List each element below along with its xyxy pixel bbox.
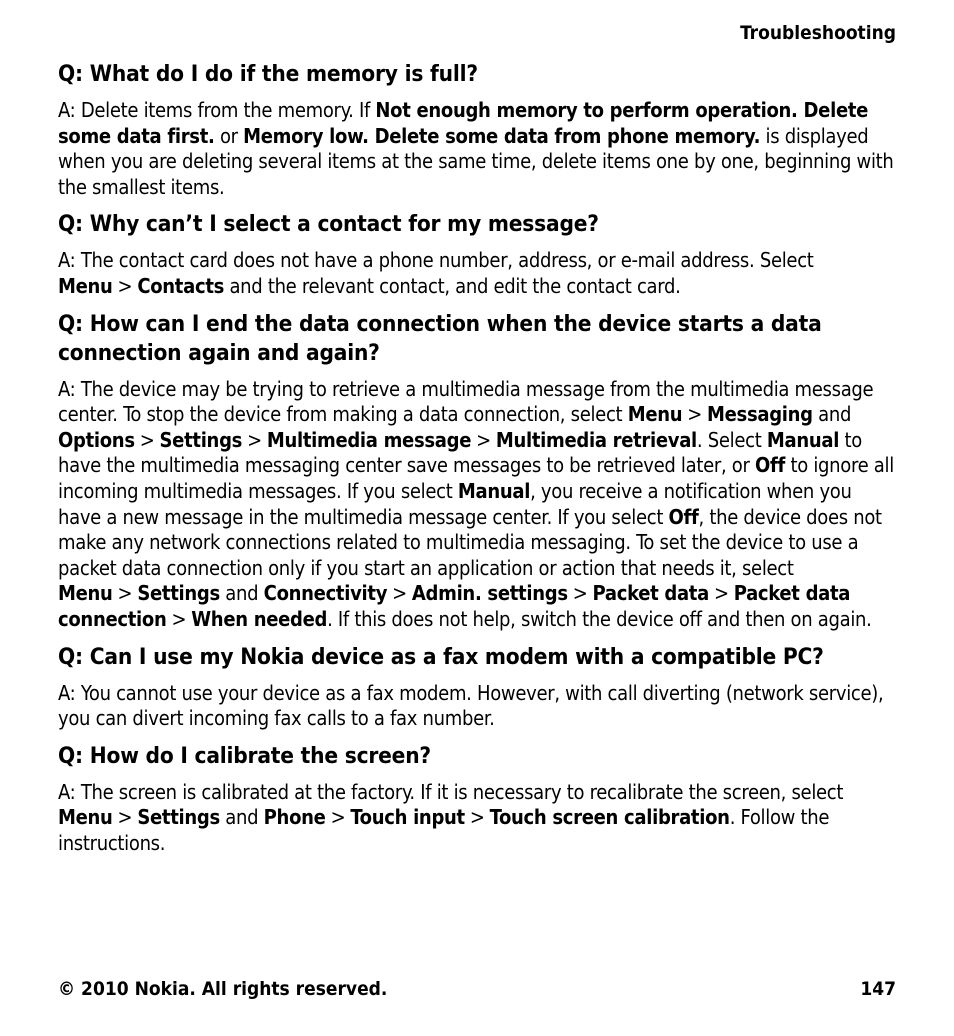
menu-path-item: Settings — [159, 427, 243, 452]
answer-text: . Follow the instructions. — [58, 805, 830, 855]
path-separator: > — [171, 606, 187, 631]
menu-path-item: Packet data connection — [58, 581, 851, 631]
faq-answer — [58, 248, 896, 299]
menu-path-item: Multimedia retrieval — [495, 427, 697, 452]
page-number: 147 — [860, 978, 896, 1000]
menu-path-item: Packet data — [592, 581, 709, 606]
answer-text: is displayed when you are deleting several items at the same time, delete items one by one, beginning with the smallest items. — [58, 123, 894, 199]
menu-path-item: Menu — [627, 402, 683, 427]
menu-path-item: Messaging — [707, 402, 813, 427]
faq-question: Q: Why can’t I select a contact for my message? — [58, 211, 599, 238]
answer-text: and the relevant contact, and edit the contact card. — [224, 273, 681, 298]
menu-path-item: Manual — [457, 478, 531, 503]
manual-page — [58, 0, 896, 1036]
menu-path-item: Touch screen calibration — [489, 805, 730, 830]
answer-text: A: The contact card does not have a phone number, address, or e-mail address. Select — [58, 248, 814, 273]
answer-text: A: The screen is calibrated at the factory. If it is necessary to recalibrate the screen, select — [58, 779, 844, 804]
faq-answer — [58, 377, 896, 633]
faq-question: Q: What do I do if the memory is full? — [58, 61, 478, 87]
menu-path-item: Not enough memory to perform operation. Delete some data first. — [58, 98, 869, 148]
menu-path-item: Memory low. Delete some data from phone memory. — [243, 123, 761, 148]
path-separator: > — [392, 581, 407, 606]
faq-answer — [58, 681, 896, 732]
answer-text: A: You cannot use your device as a fax modem. However, with call diverting (network service), you can divert incoming fax calls to a fax number. — [58, 680, 884, 731]
menu-path-item: When needed — [191, 606, 328, 631]
path-separator: > — [117, 805, 133, 830]
menu-path-item: Admin. settings — [411, 581, 568, 606]
answer-text: A: The device may be trying to retrieve a multimedia message from the multimedia message center. To stop the device from making a data connection, select — [58, 376, 874, 427]
path-separator: > — [572, 581, 588, 606]
answer-text: and — [219, 805, 264, 830]
menu-path-item: Manual — [766, 427, 840, 452]
path-separator: > — [713, 581, 729, 606]
answer-text: to have the multimedia messaging center save messages to be retrieved later, or — [58, 427, 862, 478]
menu-path-item: Connectivity — [263, 581, 388, 606]
path-separator: > — [687, 402, 703, 427]
section-header: Troubleshooting — [740, 22, 896, 44]
menu-path-item: Options — [58, 427, 135, 452]
path-separator: > — [476, 427, 491, 452]
path-separator: > — [247, 427, 262, 452]
page-footer — [58, 978, 896, 1000]
path-separator: > — [139, 427, 155, 452]
menu-path-item: Menu — [58, 581, 113, 606]
answer-text: , the device does not make any network connections related to multimedia messaging. To set the device to use a packet data connection only if you start an application or action that needs it, select — [58, 504, 882, 580]
path-separator: > — [117, 273, 133, 298]
faq-question: Q: Can I use my Nokia device as a fax modem with a compatible PC? — [58, 643, 824, 670]
faq-content — [58, 60, 896, 866]
answer-text: . Select — [696, 427, 767, 452]
answer-text: to ignore all incoming multimedia messages. If you select — [58, 453, 894, 503]
menu-path-item: Multimedia message — [266, 427, 472, 452]
menu-path-item: Off — [668, 504, 699, 529]
menu-path-item: Phone — [263, 805, 326, 830]
faq-answer — [58, 98, 896, 200]
menu-path-item: Settings — [137, 581, 220, 606]
menu-path-item: Menu — [58, 273, 113, 298]
path-separator: > — [469, 805, 485, 830]
answer-text: , you receive a notification when you have a new message in the multimedia message center. If you select — [58, 478, 852, 529]
answer-text: A: Delete items from the memory. If — [58, 98, 376, 122]
menu-path-item: Menu — [58, 805, 113, 830]
answer-text: and — [219, 581, 264, 606]
menu-path-item: Off — [754, 453, 786, 478]
path-separator: > — [117, 581, 133, 606]
faq-answer — [58, 780, 896, 857]
path-separator: > — [330, 805, 346, 830]
menu-path-item: Contacts — [137, 273, 225, 298]
answer-text: and — [812, 402, 852, 427]
answer-text: or — [214, 123, 244, 148]
menu-path-item: Touch input — [350, 805, 465, 830]
copyright: © 2010 Nokia. All rights reserved. — [58, 978, 388, 1000]
faq-question: Q: How do I calibrate the screen? — [58, 742, 431, 769]
faq-question: Q: How can I end the data connection when the device starts a data connection again and again? — [58, 310, 822, 366]
answer-text: . If this does not help, switch the device off and then on again. — [327, 606, 872, 631]
menu-path-item: Settings — [137, 805, 220, 830]
